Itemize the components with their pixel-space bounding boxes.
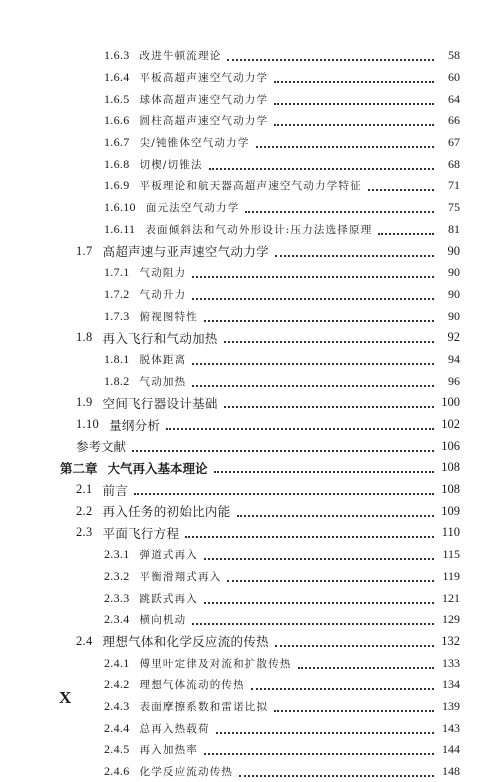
toc-entry-title: 理想气体流动的传热	[139, 679, 245, 692]
dot-leader	[185, 535, 434, 538]
toc-entry	[0, 240, 500, 262]
dot-leader	[192, 362, 434, 365]
toc-entry-number: 2.3.3	[104, 590, 130, 605]
dot-leader	[204, 601, 434, 604]
toc-entry	[0, 414, 500, 436]
toc-entry-title: 切楔/切锥法	[139, 158, 203, 171]
toc-entry-number: 1.7.1	[104, 265, 130, 280]
toc-chapter-entry	[0, 457, 500, 479]
toc-entry-title: 再入飞行和气动加热	[102, 330, 218, 346]
toc-entry-title: 脱体距离	[139, 353, 187, 366]
dot-leader	[274, 80, 434, 83]
dot-leader	[132, 449, 434, 452]
dot-leader	[214, 470, 434, 473]
toc-entry	[0, 45, 500, 67]
toc-entry-title: 再入加热率	[139, 744, 198, 757]
toc-entry-number: 1.7	[76, 243, 93, 258]
toc-entry	[0, 370, 500, 392]
dot-leader	[204, 752, 434, 755]
toc-entry	[0, 674, 500, 696]
dot-leader	[134, 492, 434, 495]
toc-entry-title: 平衡滑翔式再入	[139, 570, 222, 583]
toc-entry-page: 90	[448, 265, 460, 280]
toc-entry-page: 108	[441, 460, 460, 475]
toc-entry-title: 理想气体和化学反应流的传热	[102, 634, 269, 650]
toc-entry-page: 119	[442, 568, 460, 583]
toc-entry-number: 1.6.7	[104, 135, 130, 150]
toc-entry	[0, 609, 500, 631]
toc-entry-number: 2.3.1	[104, 547, 130, 562]
toc-entry	[0, 67, 500, 89]
toc-entry-number: 1.6.10	[104, 200, 136, 215]
dot-leader	[192, 275, 434, 278]
toc-references-entry	[0, 435, 500, 457]
toc-entry-number: 1.6.4	[104, 70, 130, 85]
dot-leader	[298, 666, 434, 669]
toc-entry-page: 148	[442, 764, 460, 779]
toc-entry-number: 2.4	[76, 633, 93, 648]
toc-entry-number: 1.6.9	[104, 178, 130, 193]
toc-entry	[0, 587, 500, 609]
toc-entry-number: 2.2	[76, 503, 93, 518]
table-of-contents	[0, 45, 500, 782]
toc-entry-page: 71	[448, 178, 460, 193]
toc-entry	[0, 305, 500, 327]
toc-entry-number: 1.7.3	[104, 308, 130, 323]
toc-entry	[0, 544, 500, 566]
toc-entry-page: 144	[442, 742, 460, 757]
toc-entry-number: 1.7.2	[104, 286, 130, 301]
dot-leader	[245, 210, 434, 213]
toc-entry	[0, 262, 500, 284]
toc-entry-title: 面元法空气动力学	[145, 202, 240, 215]
toc-entry-number: 1.6.3	[104, 48, 130, 63]
toc-entry	[0, 219, 500, 241]
toc-entry-number: 2.4.4	[104, 720, 130, 735]
toc-entry-number: 2.3.2	[104, 568, 130, 583]
page-number: X	[59, 688, 72, 707]
toc-entry	[0, 327, 500, 349]
dot-leader	[251, 687, 434, 690]
toc-entry-number: 1.8	[76, 330, 93, 345]
dot-leader	[204, 319, 434, 322]
toc-entry	[0, 739, 500, 761]
toc-entry-number: 2.3.4	[104, 612, 130, 627]
dot-leader	[256, 145, 434, 148]
toc-entry-title: 总再入热载荷	[139, 722, 210, 735]
dot-leader	[378, 232, 434, 235]
dot-leader	[275, 254, 434, 257]
toc-entry-title: 表面倾斜法和气动外形设计:压力法选择原理	[145, 223, 373, 236]
toc-entry-number: 1.8.2	[104, 373, 130, 388]
dot-leader	[274, 709, 434, 712]
toc-entry	[0, 88, 500, 110]
toc-entry-page: 66	[448, 113, 460, 128]
dot-leader	[192, 297, 434, 300]
toc-entry-page: 133	[442, 655, 460, 670]
toc-entry-title: 跳跃式再入	[139, 592, 198, 605]
toc-entry-title: 平板理论和航天器高超声速空气动力学特征	[139, 180, 362, 193]
toc-entry-title: 表面摩擦系数和雷诺比拟	[139, 700, 269, 713]
toc-entry	[0, 479, 500, 501]
toc-entry	[0, 392, 500, 414]
dot-leader	[166, 427, 434, 430]
dot-leader	[192, 384, 434, 387]
toc-entry	[0, 522, 500, 544]
toc-entry-title: 弹道式再入	[139, 549, 198, 562]
toc-entry-title: 参考文献	[76, 439, 127, 455]
toc-entry	[0, 153, 500, 175]
toc-entry-title: 大气再入基本理论	[107, 460, 208, 476]
toc-entry	[0, 717, 500, 739]
dot-leader	[368, 188, 434, 191]
toc-entry	[0, 761, 500, 782]
dot-leader	[237, 514, 434, 517]
toc-entry	[0, 652, 500, 674]
toc-entry-page: 60	[448, 70, 460, 85]
dot-leader	[216, 731, 434, 734]
toc-entry	[0, 696, 500, 718]
toc-entry-page: 108	[441, 482, 460, 497]
toc-entry-page: 109	[441, 503, 460, 518]
toc-entry-page: 90	[447, 243, 460, 258]
toc-entry-title: 前言	[102, 482, 129, 498]
toc-entry-title: 横向机动	[139, 614, 187, 627]
toc-entry-title: 傅里叶定律及对流和扩散传热	[139, 657, 292, 670]
toc-entry-number: 2.3	[76, 525, 93, 540]
toc-entry	[0, 631, 500, 653]
toc-entry-number: 1.6.8	[104, 156, 130, 171]
toc-entry-title: 气动加热	[139, 375, 187, 388]
toc-entry-title: 高超声速与亚声速空气动力学	[102, 244, 269, 260]
toc-entry-number: 2.4.6	[104, 764, 130, 779]
toc-entry-page: 134	[442, 677, 460, 692]
toc-entry-title: 平板高超声速空气动力学	[139, 72, 269, 85]
toc-entry	[0, 132, 500, 154]
toc-entry-page: 121	[442, 590, 460, 605]
toc-entry-page: 115	[442, 547, 460, 562]
toc-entry-number: 1.10	[76, 417, 100, 432]
toc-entry-number: 1.9	[76, 395, 93, 410]
dot-leader	[192, 622, 434, 625]
toc-entry-page: 106	[441, 438, 460, 453]
dot-leader	[239, 774, 434, 777]
toc-entry-title: 平面飞行方程	[102, 525, 180, 541]
toc-entry-title: 气动升力	[139, 288, 187, 301]
toc-entry-title: 改进牛顿流理论	[139, 50, 222, 63]
toc-entry-number: 1.6.6	[104, 113, 130, 128]
toc-entry-title: 俯视图特性	[139, 310, 198, 323]
toc-entry	[0, 349, 500, 371]
toc-entry-title: 圆柱高超声速空气动力学	[139, 115, 269, 128]
toc-entry-page: 67	[448, 135, 460, 150]
toc-entry-number: 2.4.5	[104, 742, 130, 757]
toc-entry-number: 2.4.2	[104, 677, 130, 692]
toc-entry-page: 139	[442, 698, 460, 713]
toc-entry-title: 气动阻力	[139, 267, 187, 280]
toc-entry-page: 102	[441, 417, 460, 432]
toc-entry	[0, 197, 500, 219]
dot-leader	[227, 579, 434, 582]
toc-entry-title: 空间飞行器设计基础	[102, 395, 218, 411]
toc-entry	[0, 284, 500, 306]
toc-entry-number: 2.1	[76, 482, 93, 497]
toc-entry-page: 90	[448, 308, 460, 323]
toc-entry	[0, 110, 500, 132]
toc-entry-number: 第二章	[60, 460, 98, 476]
dot-leader	[224, 405, 434, 408]
toc-entry-page: 132	[441, 633, 460, 648]
dot-leader	[227, 58, 434, 61]
toc-entry-title: 量纲分析	[109, 417, 161, 433]
toc-entry-page: 100	[441, 395, 460, 410]
toc-entry-number: 2.4.3	[104, 698, 130, 713]
toc-entry-number: 1.6.5	[104, 91, 130, 106]
dot-leader	[204, 557, 434, 560]
toc-entry-title: 球体高超声速空气动力学	[139, 93, 269, 106]
toc-entry	[0, 175, 500, 197]
toc-entry-page: 143	[442, 720, 460, 735]
toc-entry	[0, 500, 500, 522]
toc-entry-number: 2.4.1	[104, 655, 130, 670]
toc-entry-title: 化学反应流动传热	[139, 766, 234, 779]
toc-entry-page: 92	[447, 330, 460, 345]
toc-entry-title: 尖/钝锥体空气动力学	[139, 137, 250, 150]
toc-entry-page: 96	[448, 373, 460, 388]
dot-leader	[209, 167, 434, 170]
dot-leader	[274, 102, 434, 105]
toc-entry-page: 58	[448, 48, 460, 63]
toc-entry	[0, 566, 500, 588]
dot-leader	[224, 340, 434, 343]
toc-entry-page: 75	[448, 200, 460, 215]
dot-leader	[275, 644, 434, 647]
toc-entry-title: 再入任务的初始比内能	[102, 504, 231, 520]
toc-entry-page: 94	[448, 351, 460, 366]
toc-entry-page: 110	[441, 525, 460, 540]
toc-entry-page: 64	[448, 91, 460, 106]
toc-entry-page: 81	[448, 221, 460, 236]
toc-entry-number: 1.8.1	[104, 351, 130, 366]
dot-leader	[274, 123, 434, 126]
toc-entry-page: 129	[442, 612, 460, 627]
toc-entry-page: 90	[448, 286, 460, 301]
toc-entry-number: 1.6.11	[104, 221, 136, 236]
toc-entry-page: 68	[448, 156, 460, 171]
